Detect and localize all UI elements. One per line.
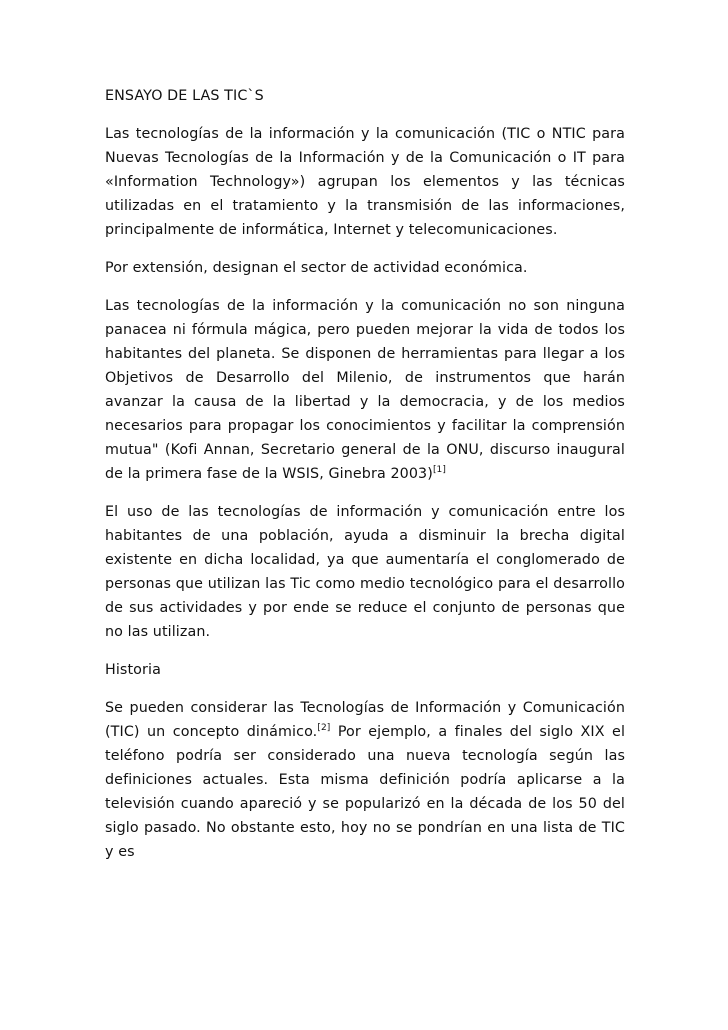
paragraph-annan-quote	[105, 294, 625, 486]
paragraph-historia	[105, 696, 625, 864]
historia-text-rest: Por ejemplo, a finales del siglo XIX el teléfono podría ser considerado una nueva tecnología según las definiciones actuales. Esta misma definición podría aplicarse a la televisión cuando apareció y se popularizó en la década de los 50 del siglo pasado. No obstante esto, hoy no se pondrían en una lista de TIC y es	[105, 724, 626, 860]
annan-quote-text: Las tecnologías de la información y la comunicación no son ninguna panacea ni fórmula mágica, pero pueden mejorar la vida de todos los habitantes del planeta. Se disponen de herramientas para llegar a los Objetivos de Desarrollo del Milenio, de instrumentos que harán avanzar la causa de la libertad y la democracia, y de los medios necesarios para propagar los conocimientos y facilitar la comprensión mutua" (Kofi Annan, Secretario general de la ONU, discurso inaugural de la primera fase de la WSIS, Ginebra 2003)	[105, 298, 625, 482]
paragraph-digital-gap: El uso de las tecnologías de información y comunicación entre los habitantes de una población, ayuda a disminuir la brecha digital existente en dicha localidad, ya que aumentaría el conglomerado de personas que utilizan las Tic como medio tecnológico para el desarrollo de sus actividades y por ende se reduce el conjunto de personas que no las utilizan.	[105, 504, 625, 640]
document-title: ENSAYO DE LAS TIC`S	[105, 88, 264, 104]
paragraph-definition: Las tecnologías de la información y la comunicación (TIC o NTIC para Nuevas Tecnologías de la Información y de la Comunicación o IT para «Information Technology») agrupan los elementos y las técnicas utilizadas en el tratamiento y la transmisión de las informaciones, principalmente de informática, Internet y telecomunicaciones.	[105, 126, 625, 238]
footnote-ref-1[interactable]: [1]	[432, 465, 446, 476]
section-heading-historia: Historia	[105, 662, 161, 678]
paragraph-extension: Por extensión, designan el sector de actividad económica.	[105, 260, 528, 276]
document-page	[105, 84, 625, 878]
footnote-ref-2[interactable]: [2]	[317, 723, 331, 734]
historia-text-start: Se pueden considerar las Tecnologías de Información y Comunicación (TIC) un concepto dinámico.	[105, 700, 625, 740]
